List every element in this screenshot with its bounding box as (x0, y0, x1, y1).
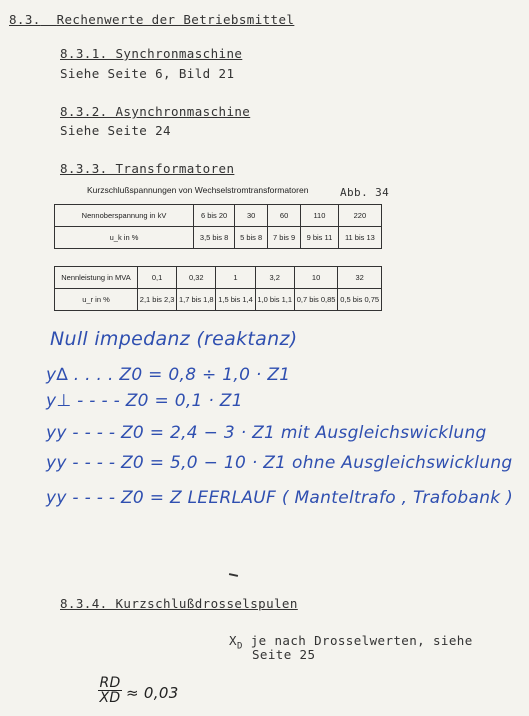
sub1-text: Siehe Seite 6, Bild 21 (60, 66, 235, 81)
table-cell: 3,5 bis 8 (194, 227, 235, 249)
ratio-numerator: RD (99, 675, 121, 691)
ratio-denominator: XD (99, 690, 121, 706)
table-row (55, 289, 382, 311)
table-row (55, 205, 382, 227)
table-cell: 1 (216, 267, 255, 289)
table-cell: 1,5 bis 1,4 (216, 289, 255, 311)
sub1-heading: 8.3.1. Synchronmaschine (60, 46, 243, 61)
table-cell: 60 (268, 205, 301, 227)
table-cell: 1,0 bis 1,1 (255, 289, 294, 311)
table-cell: 11 bis 13 (338, 227, 381, 249)
table-cell: 0,5 bis 0,75 (338, 289, 382, 311)
table-cell: 5 bis 8 (235, 227, 268, 249)
handwritten-title: Null impedanz (reaktanz) (50, 328, 298, 350)
table-cell: 110 (301, 205, 339, 227)
table-cell: 10 (294, 267, 338, 289)
table-cell: 9 bis 11 (301, 227, 339, 249)
section-number: 8.3. (9, 12, 41, 27)
handwritten-line: y⊥ - - - - Z0 = 0,1 · Z1 (46, 391, 243, 411)
section-heading (9, 12, 294, 27)
xd-text-line2: Seite 25 (252, 647, 316, 662)
xd-text-line1: je nach Drosselwerten, siehe (250, 633, 473, 648)
table-caption: Kurzschlußspannungen von Wechselstromtransformatoren (87, 185, 309, 195)
table-row (55, 227, 382, 249)
handwritten-line: yy - - - - Z0 = 2,4 − 3 · Z1 mit Ausgleichswicklung (46, 423, 487, 443)
table-row (55, 267, 382, 289)
table-cell: 3,2 (255, 267, 294, 289)
table-cell: 0,32 (177, 267, 216, 289)
table-cell: 32 (338, 267, 382, 289)
table-cell: 30 (235, 205, 268, 227)
row-label: Nennleistung in MVA (55, 267, 138, 289)
voltage-table (54, 204, 382, 249)
table-cell: 0,7 bis 0,85 (294, 289, 338, 311)
sub2-text: Siehe Seite 24 (60, 123, 171, 138)
row-label: u_r in % (55, 289, 138, 311)
table-cell: 220 (338, 205, 381, 227)
section-title: Rechenwerte der Betriebsmittel (56, 12, 295, 27)
power-table (54, 266, 382, 311)
sub4-heading: 8.3.4. Kurzschlußdrosselspulen (60, 596, 298, 611)
sub2-heading: 8.3.2. Asynchronmaschine (60, 104, 251, 119)
table-cell: 6 bis 20 (194, 205, 235, 227)
table-cell: 1,7 bis 1,8 (177, 289, 216, 311)
row-label: Nennoberspannung in kV (55, 205, 194, 227)
handwritten-line: y∆ . . . . Z0 = 0,8 ÷ 1,0 · Z1 (46, 365, 291, 385)
handwritten-line: yy - - - - Z0 = 5,0 − 10 · Z1 ohne Ausgleichswicklung (46, 453, 513, 473)
handwritten-line: yy - - - - Z0 = Z LEERLAUF ( Manteltrafo , Trafobank ) (46, 488, 514, 508)
figure-label: Abb. 34 (340, 186, 390, 199)
table-cell: 7 bis 9 (268, 227, 301, 249)
row-label: u_k in % (55, 227, 194, 249)
ratio-value: ≈ 0,03 (126, 684, 179, 702)
ratio-fraction (98, 676, 122, 705)
xd-symbol: X (229, 633, 237, 648)
table-cell: 0,1 (138, 267, 177, 289)
table-cell: 2,1 bis 2,3 (138, 289, 177, 311)
stray-mark (229, 573, 238, 577)
sub3-heading: 8.3.3. Transformatoren (60, 161, 235, 176)
xd-subscript: D (236, 641, 243, 652)
